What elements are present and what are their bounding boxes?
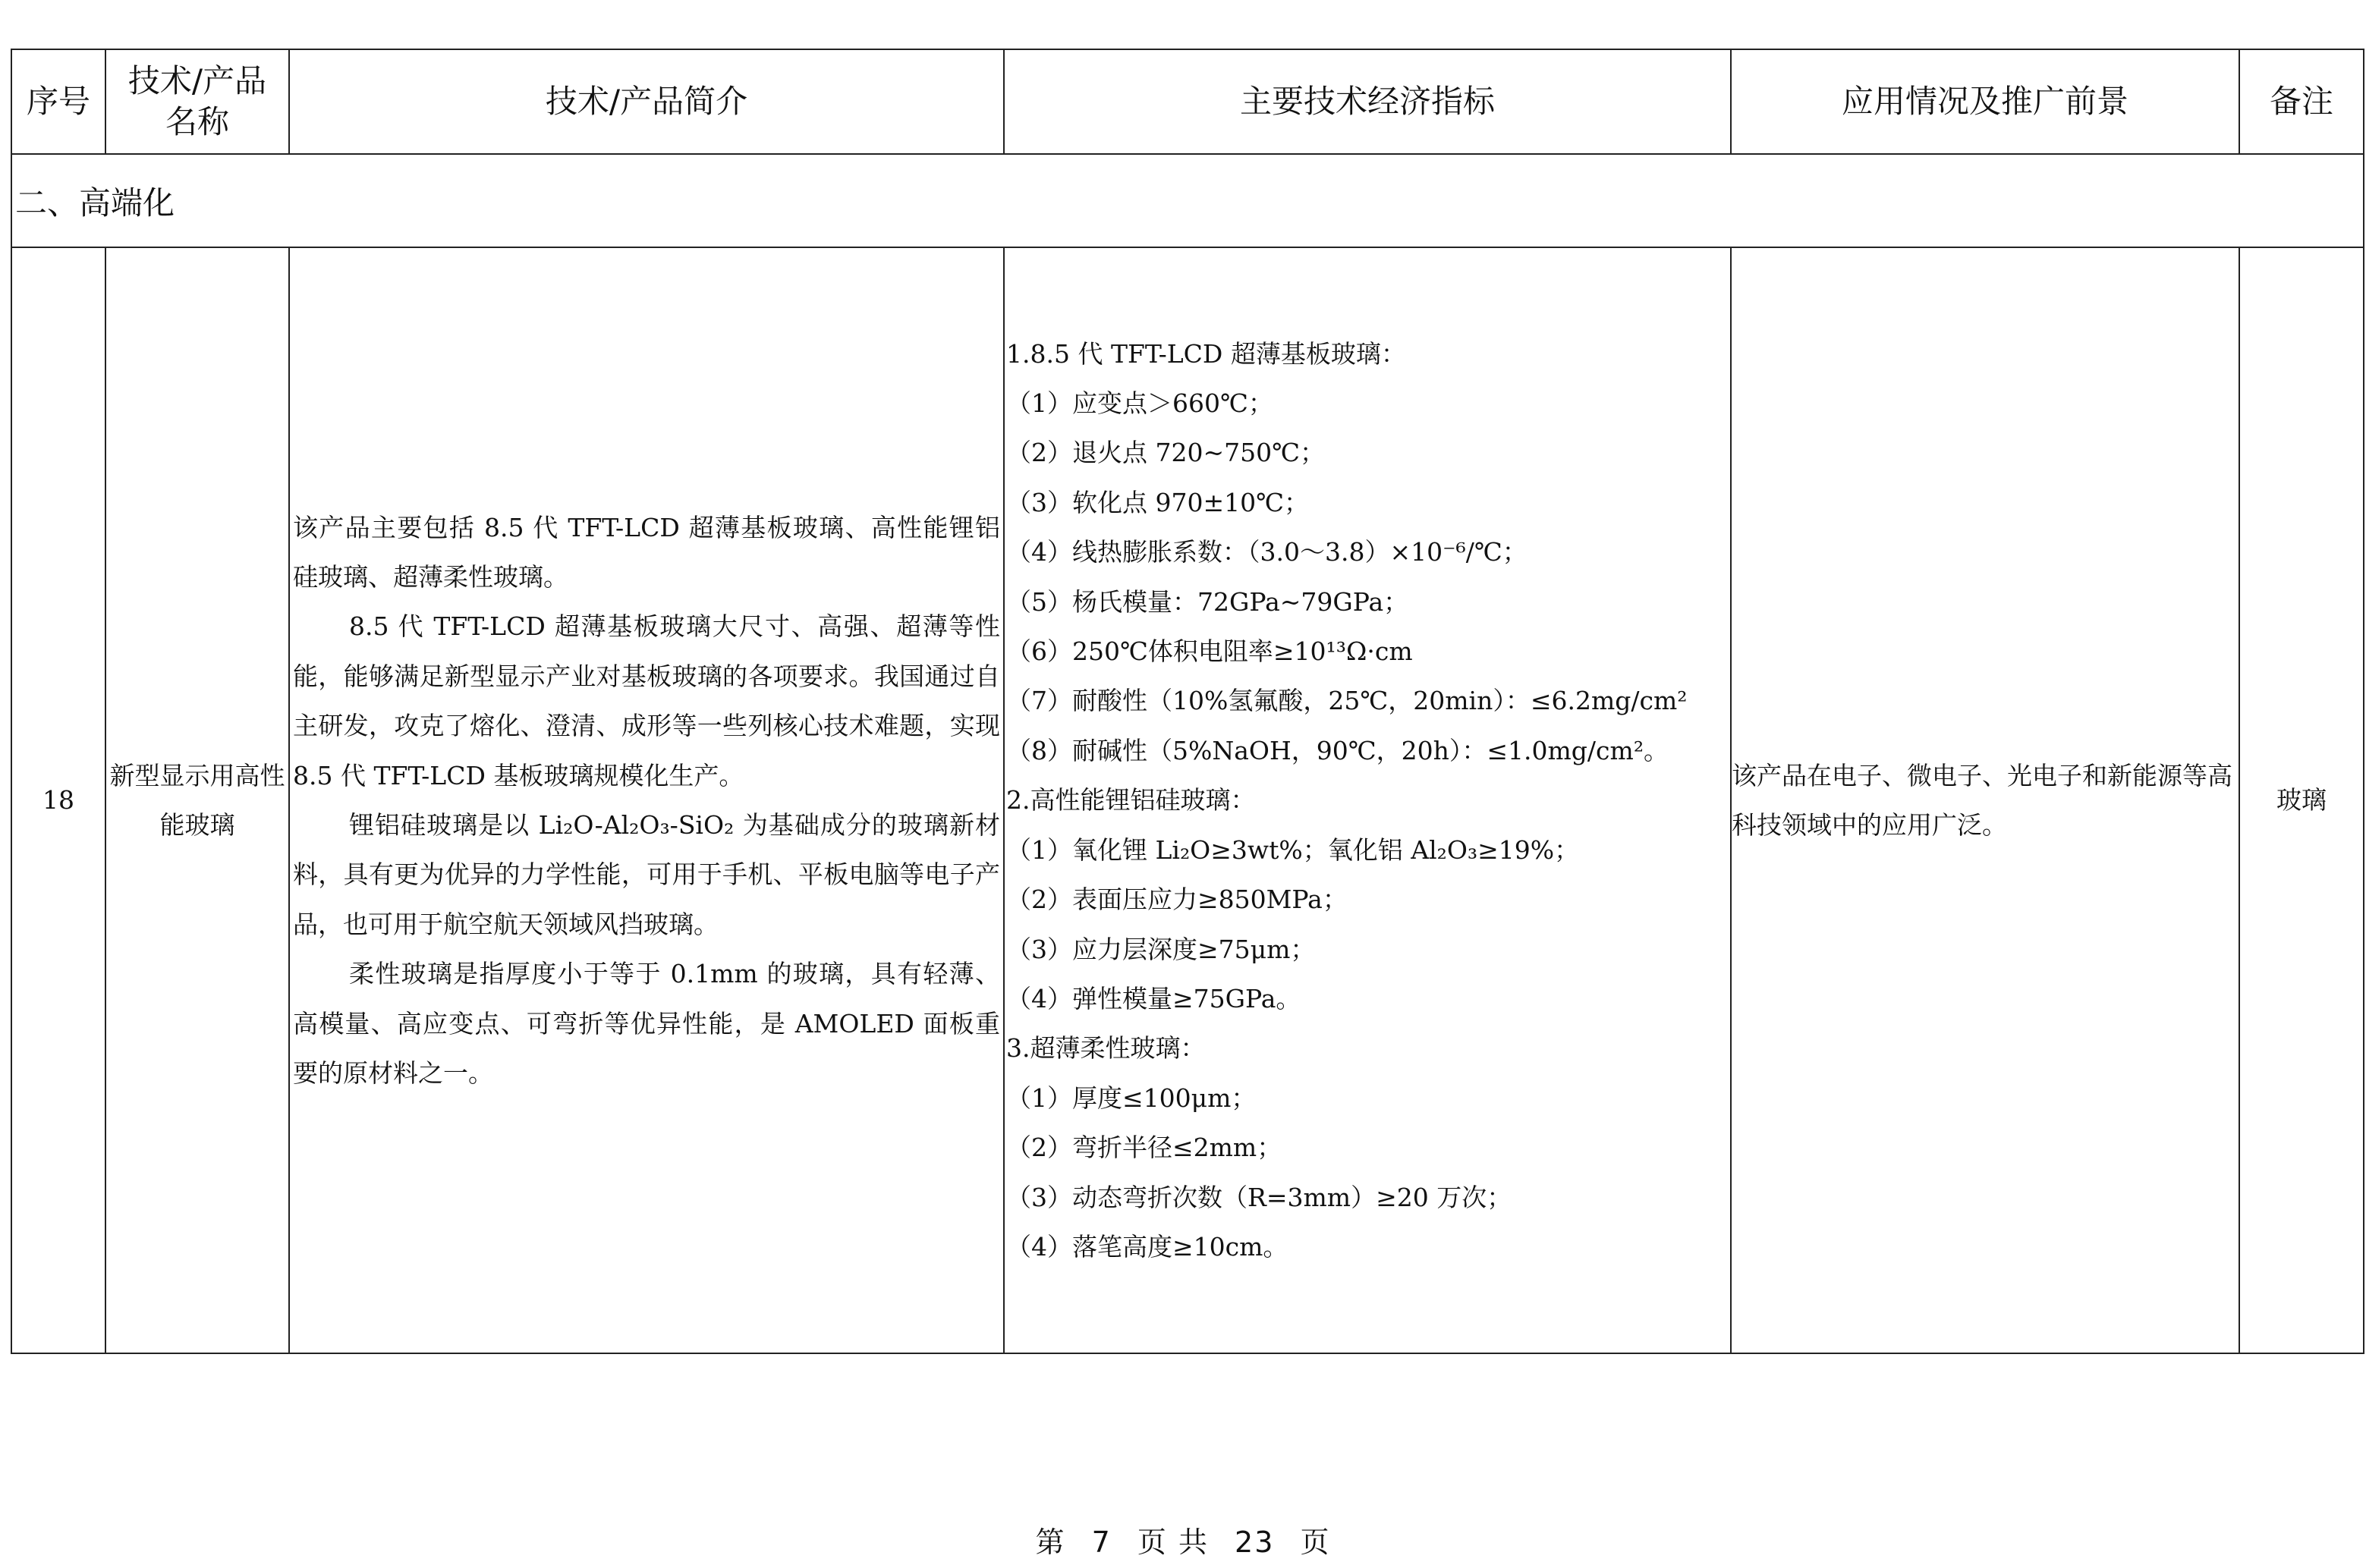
indicator-line: （7）耐酸性（10%氢氟酸，25℃，20min）：≤6.2mg/cm² [1006,686,1688,716]
row-number: 18 [11,247,105,1353]
remark: 玻璃 [2239,247,2364,1353]
indicator-line: （6）250℃体积电阻率≥10¹³Ω·cm [1006,636,1413,667]
indicator-line: （3）软化点 970±10℃； [1006,487,1310,517]
page-footer [0,1519,2366,1560]
intro-paragraph: 该产品主要包括 8.5 代 TFT-LCD 超薄基板玻璃、高性能锂铝硅玻璃、超薄柔性玻璃。 [293,512,1000,592]
header-name: 技术/产品名称 [105,49,289,154]
indicator-line: （4）落笔高度≥10cm。 [1006,1231,1288,1262]
indicator-line: （1）厚度≤100μm； [1006,1083,1257,1113]
total-pages: 23 [1235,1526,1275,1559]
indicator-line: （4）弹性模量≥75GPa。 [1006,983,1301,1013]
intro-paragraph: 8.5 代 TFT-LCD 超薄基板玻璃大尺寸、高强、超薄等性能，能够满足新型显示产业对基板玻璃的各项要求。我国通过自主研发，攻克了熔化、澄清、成形等一些列核心技术难题，实现 8.5 代 TFT-LCD 基板玻璃规模化生产。 [293,611,1000,790]
intro-paragraph: 锂铝硅玻璃是以 Li₂O-Al₂O₃-SiO₂ 为基础成分的玻璃新材料，具有更为优异的力学性能，可用于手机、平板电脑等电子产品，也可用于航空航天领域风挡玻璃。 [293,810,1000,939]
indicator-line: 3.超薄柔性玻璃： [1006,1033,1206,1064]
footer-suffix: 页 [1300,1526,1331,1559]
indicator-line: 2.高性能锂铝硅玻璃： [1006,785,1256,815]
application-prospects: 该产品在电子、微电子、光电子和新能源等高科技领域中的应用广泛。 [1731,247,2239,1353]
indicator-line: （1）氧化锂 Li₂O≥3wt%；氧化铝 Al₂O₃≥19%； [1006,834,1580,865]
indicator-line: （4）线热膨胀系数：（3.0～3.8）×10⁻⁶/℃； [1006,537,1528,567]
indicator-line: （3）应力层深度≥75μm； [1006,934,1316,964]
indicator-line: （1）应变点＞660℃； [1006,388,1273,419]
current-page: 7 [1091,1526,1112,1559]
indicator-line: （8）耐碱性（5%NaOH，90℃，20h）：≤1.0mg/cm²。 [1006,735,1669,765]
product-intro [289,247,1004,1353]
indicator-line: （2）弯折半径≤2mm； [1006,1133,1282,1163]
indicator-line: （2）表面压应力≥850MPa； [1006,885,1348,915]
table-row [11,247,2364,1353]
indicator-line: 1.8.5 代 TFT-LCD 超薄基板玻璃： [1006,338,1406,369]
product-name: 新型显示用高性能玻璃 [105,247,289,1353]
indicator-line: （5）杨氏模量：72GPa~79GPa； [1006,586,1409,617]
header-no: 序号 [11,49,105,154]
indicators-list [1004,247,1731,1353]
indicator-line: （2）退火点 720~750℃； [1006,438,1326,468]
section-row [11,154,2364,247]
section-title: 二、高端化 [11,154,2364,247]
header-application: 应用情况及推广前景 [1731,49,2239,154]
indicator-line: （3）动态弯折次数（R=3mm）≥20 万次； [1006,1182,1512,1212]
intro-paragraph: 柔性玻璃是指厚度小于等于 0.1mm 的玻璃，具有轻薄、高模量、高应变点、可弯折等优异性能，是 AMOLED 面板重要的原材料之一。 [293,959,1000,1089]
footer-middle: 页 共 [1137,1526,1209,1559]
header-intro: 技术/产品简介 [289,49,1004,154]
header-indicators: 主要技术经济指标 [1004,49,1731,154]
header-row [11,49,2364,154]
header-remark: 备注 [2239,49,2364,154]
footer-prefix: 第 [1035,1526,1066,1559]
spec-table [11,49,2364,1354]
